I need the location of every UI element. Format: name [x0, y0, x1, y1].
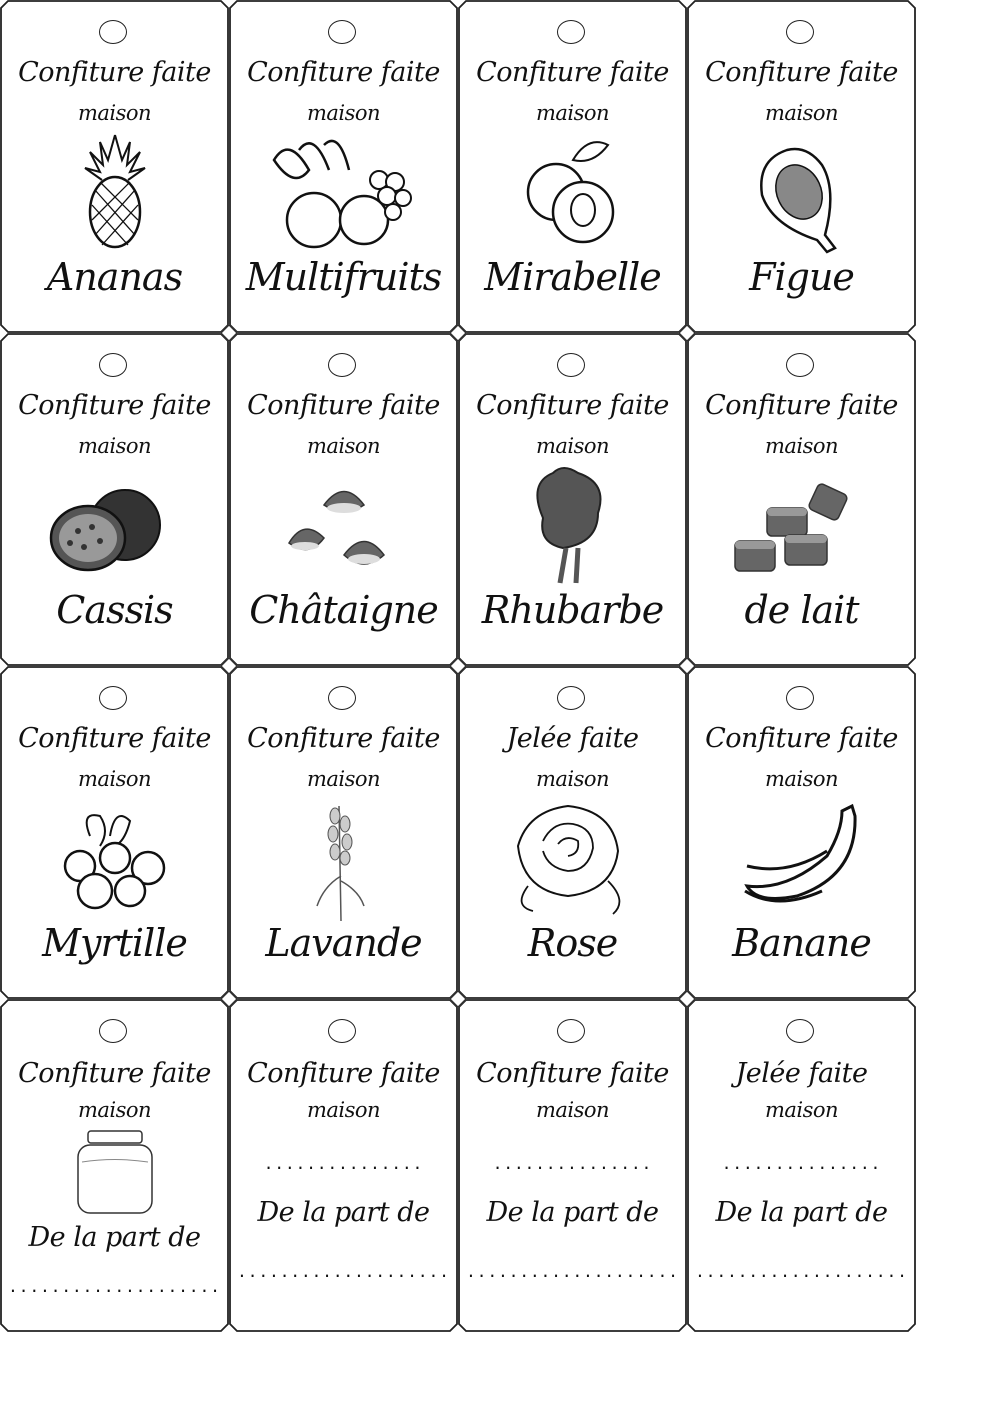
tag-title-line2: maison: [77, 434, 152, 458]
pineapple-icon: [40, 130, 190, 255]
tag-title-line1: Confiture faite: [18, 1058, 211, 1089]
tag-myrtille: [0, 666, 229, 999]
tag-hole: [328, 20, 356, 44]
tag-flavor-name: Cassis: [56, 588, 173, 632]
tag-flavor-name: Multifruits: [245, 255, 442, 299]
tag-hole: [786, 686, 814, 710]
tag-hole: [557, 1019, 585, 1043]
tag-hole: [557, 686, 585, 710]
tag-title-line2: maison: [77, 1098, 152, 1122]
tag-rhubarbe: [458, 333, 687, 666]
tag-title-line2: maison: [306, 434, 381, 458]
tag-figue: [687, 0, 916, 333]
flavor-dotted-line[interactable]: ...............: [721, 1154, 882, 1173]
tag-flavor-name: Mirabelle: [484, 255, 661, 299]
tag-flavor-name: Banane: [732, 921, 871, 965]
tag-flavor-name: Lavande: [265, 921, 422, 965]
chestnut-icon: [269, 463, 419, 588]
tag-title-line2: maison: [535, 767, 610, 791]
blackcurrant-icon: [40, 463, 190, 588]
tag-title-line1: Confiture faite: [18, 57, 211, 88]
tag-flavor-name: Figue: [749, 255, 854, 299]
jar-icon: [70, 1127, 160, 1217]
tag-banane: [687, 666, 916, 999]
tag-cassis: [0, 333, 229, 666]
tag-blank-jar: [0, 999, 229, 1332]
tag-title-line1: Confiture faite: [705, 57, 898, 88]
tag-title-line2: maison: [77, 767, 152, 791]
tag-title-line2: maison: [764, 1098, 839, 1122]
tag-title-line1: Confiture faite: [705, 723, 898, 754]
tag-de-lait: [687, 333, 916, 666]
tag-flavor-name: de lait: [744, 588, 859, 632]
tag-flavor-name: Rose: [527, 921, 618, 965]
sender-dotted-line[interactable]: ....................: [695, 1262, 908, 1281]
tag-multifruits: [229, 0, 458, 333]
tag-flavor-name: Rhubarbe: [481, 588, 664, 632]
tag-lavande: [229, 666, 458, 999]
mixed-fruits-icon: [269, 130, 419, 255]
tag-title-line1: Confiture faite: [476, 390, 669, 421]
tag-ananas: [0, 0, 229, 333]
blueberry-icon: [40, 796, 190, 921]
rose-icon: [498, 796, 648, 921]
tag-hole: [99, 686, 127, 710]
tag-title-line2: maison: [764, 767, 839, 791]
tag-title-line1: Confiture faite: [18, 723, 211, 754]
tag-blank: [229, 999, 458, 1332]
from-label: De la part de: [28, 1222, 201, 1253]
tag-title-line2: maison: [535, 101, 610, 125]
tag-title-line2: maison: [306, 767, 381, 791]
tag-title-line1: Confiture faite: [247, 57, 440, 88]
banana-icon: [727, 796, 877, 921]
rhubarb-icon: [498, 463, 648, 588]
from-label: De la part de: [486, 1197, 659, 1228]
tag-title-line1: Confiture faite: [18, 390, 211, 421]
tag-hole: [786, 20, 814, 44]
tag-title-line1: Jelée faite: [506, 723, 639, 754]
tag-title-line1: Confiture faite: [476, 57, 669, 88]
sender-dotted-line[interactable]: ....................: [466, 1262, 679, 1281]
tag-flavor-name: Châtaigne: [249, 588, 438, 632]
tag-hole: [99, 1019, 127, 1043]
tag-hole: [557, 20, 585, 44]
tag-hole: [786, 1019, 814, 1043]
tag-title-line2: maison: [764, 101, 839, 125]
sender-dotted-line[interactable]: ....................: [237, 1262, 450, 1281]
tag-blank: [687, 999, 916, 1332]
tag-hole: [99, 353, 127, 377]
tag-flavor-name: Ananas: [46, 255, 183, 299]
tag-title-line1: Confiture faite: [476, 1058, 669, 1089]
tag-title-line1: Jelée faite: [735, 1058, 868, 1089]
tag-chataigne: [229, 333, 458, 666]
tag-title-line1: Confiture faite: [247, 390, 440, 421]
tag-title-line2: maison: [535, 1098, 610, 1122]
tag-hole: [99, 20, 127, 44]
tag-title-line1: Confiture faite: [705, 390, 898, 421]
lavender-icon: [269, 796, 419, 921]
from-label: De la part de: [257, 1197, 430, 1228]
fig-icon: [727, 130, 877, 255]
tag-title-line2: maison: [764, 434, 839, 458]
tag-hole: [328, 353, 356, 377]
tag-title-line2: maison: [306, 1098, 381, 1122]
caramel-icon: [727, 463, 877, 588]
tag-rose: [458, 666, 687, 999]
tag-mirabelle: [458, 0, 687, 333]
tag-hole: [328, 1019, 356, 1043]
flavor-dotted-line[interactable]: ...............: [492, 1154, 653, 1173]
tag-title-line2: maison: [77, 101, 152, 125]
tag-title-line2: maison: [306, 101, 381, 125]
tag-hole: [328, 686, 356, 710]
flavor-dotted-line[interactable]: ...............: [263, 1154, 424, 1173]
tag-title-line1: Confiture faite: [247, 1058, 440, 1089]
plum-icon: [498, 130, 648, 255]
tag-title-line1: Confiture faite: [247, 723, 440, 754]
tag-hole: [557, 353, 585, 377]
tag-title-line2: maison: [535, 434, 610, 458]
tag-blank: [458, 999, 687, 1332]
tag-hole: [786, 353, 814, 377]
sender-dotted-line[interactable]: ....................: [8, 1277, 221, 1296]
tag-flavor-name: Myrtille: [42, 921, 187, 965]
from-label: De la part de: [715, 1197, 888, 1228]
